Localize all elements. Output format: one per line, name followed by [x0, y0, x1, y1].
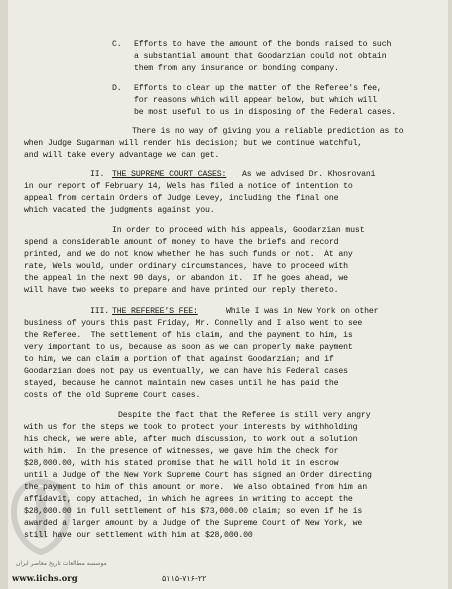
para-line: awarded a larger amount by a Judge of the Supreme Court of New York, we: [24, 519, 363, 528]
para-line: until a Judge of the New York Supreme Court has signed an Order directing: [24, 471, 372, 480]
section-3-line: Goodarzian does not pay us eventually, we can have his Federal cases: [24, 367, 348, 376]
section-3-line: to him, we can claim a portion of that against Goodarzian; and if: [24, 355, 334, 364]
para-line: affidavit, copy attached, in which he agrees in writing to accept the: [24, 495, 353, 504]
document-reference: ۵۱۱۵-۷۱۶-۲۲: [162, 574, 207, 583]
item-c-line: them from any insurance or bonding company.: [134, 64, 339, 73]
para-line: still have our settlement with him at $28,000.00: [24, 531, 253, 540]
section-3-line: the Referee. The settlement of his claim, and the payment to him, is: [24, 331, 353, 340]
section-2-heading: THE SUPREME COURT CASES:: [112, 170, 227, 179]
website-link[interactable]: www.iichs.org: [12, 574, 78, 584]
item-c-line: Efforts to have the amount of the bonds raised to such: [134, 40, 392, 49]
para-line: Despite the fact that the Referee is still very angry: [118, 411, 371, 420]
item-c-line: a substantial amount that Goodarzian could not obtain: [134, 52, 387, 61]
section-2-first-line: As we advised Dr. Khosrovani: [242, 170, 376, 179]
section-3-heading: THE REFEREE'S FEE:: [112, 307, 198, 316]
section-2-number: II.: [90, 170, 105, 179]
para-line: spend a considerable amount of money to have the briefs and record: [24, 238, 339, 247]
para-line: rate, Wels would, under ordinary circumstances, have to proceed with: [24, 262, 348, 271]
item-d-line: for reasons which will appear below, but which will: [134, 96, 377, 105]
section-3-line: very important to us, because as soon as we can properly make payment: [24, 343, 353, 352]
para-line: his check, we were able, after much discussion, to work out a solution: [24, 435, 358, 444]
section-3-line: costs of the old Supreme Court cases.: [24, 391, 201, 400]
section-3-line: stayed, because he cannot maintain new cases until he has paid the: [24, 379, 339, 388]
item-d-line: Efforts to clear up the matter of the Referee's fee,: [134, 84, 382, 93]
para-line: In order to proceed with his appeals, Goodarzian must: [112, 226, 365, 235]
section-2-line: which vacated the judgments against you.: [24, 206, 215, 215]
section-3-line: business of yours this past Friday, Mr. Connelly and I also went to see: [24, 319, 363, 328]
para-line: the appeal in the next 90 days, or abandon it. If he goes ahead, we: [24, 274, 348, 283]
para-line: with him. In the presence of witnesses, we gave him the check for: [24, 447, 339, 456]
para-line: when Judge Sugarman will render his decision; but we continue watchful,: [24, 139, 363, 148]
para-line: and will take every advantage we can get.: [24, 151, 220, 160]
item-c-marker: C.: [112, 40, 122, 49]
item-d-line: be most useful to us in disposing of the Federal cases.: [134, 108, 396, 117]
para-line: the payment to him of this amount or more. We also obtained from him an: [24, 483, 367, 492]
section-3-number: III.: [90, 307, 110, 316]
archive-name: موسسه مطالعات تاریخ معاصر ایران: [16, 560, 107, 567]
section-2-line: appeal from certain Orders of Judge Levey, including the final one: [24, 194, 339, 203]
para-line: printed, and we do not know whether he has such funds or not. At any: [24, 250, 353, 259]
item-d-marker: D.: [112, 84, 122, 93]
para-line: will have two weeks to prepare and have printed our reply thereto.: [24, 286, 339, 295]
para-line: with us for the steps we took to protect your interests by withholding: [24, 423, 358, 432]
section-2-line: in our report of February 14, Wels has filed a notice of intention to: [24, 182, 353, 191]
para-line: There is no way of giving you a reliable prediction as to: [132, 127, 404, 136]
iichs-logo-icon: [8, 478, 74, 556]
letter-page: [8, 0, 448, 589]
para-line: $28,000.00, with his stated promise that he will hold it in escrow: [24, 459, 339, 468]
section-3-first-line: While I was in New York on other: [226, 307, 379, 316]
para-line: $28,000.00 in full settlement of his $73,000.00 claim; so even if he is: [24, 507, 363, 516]
